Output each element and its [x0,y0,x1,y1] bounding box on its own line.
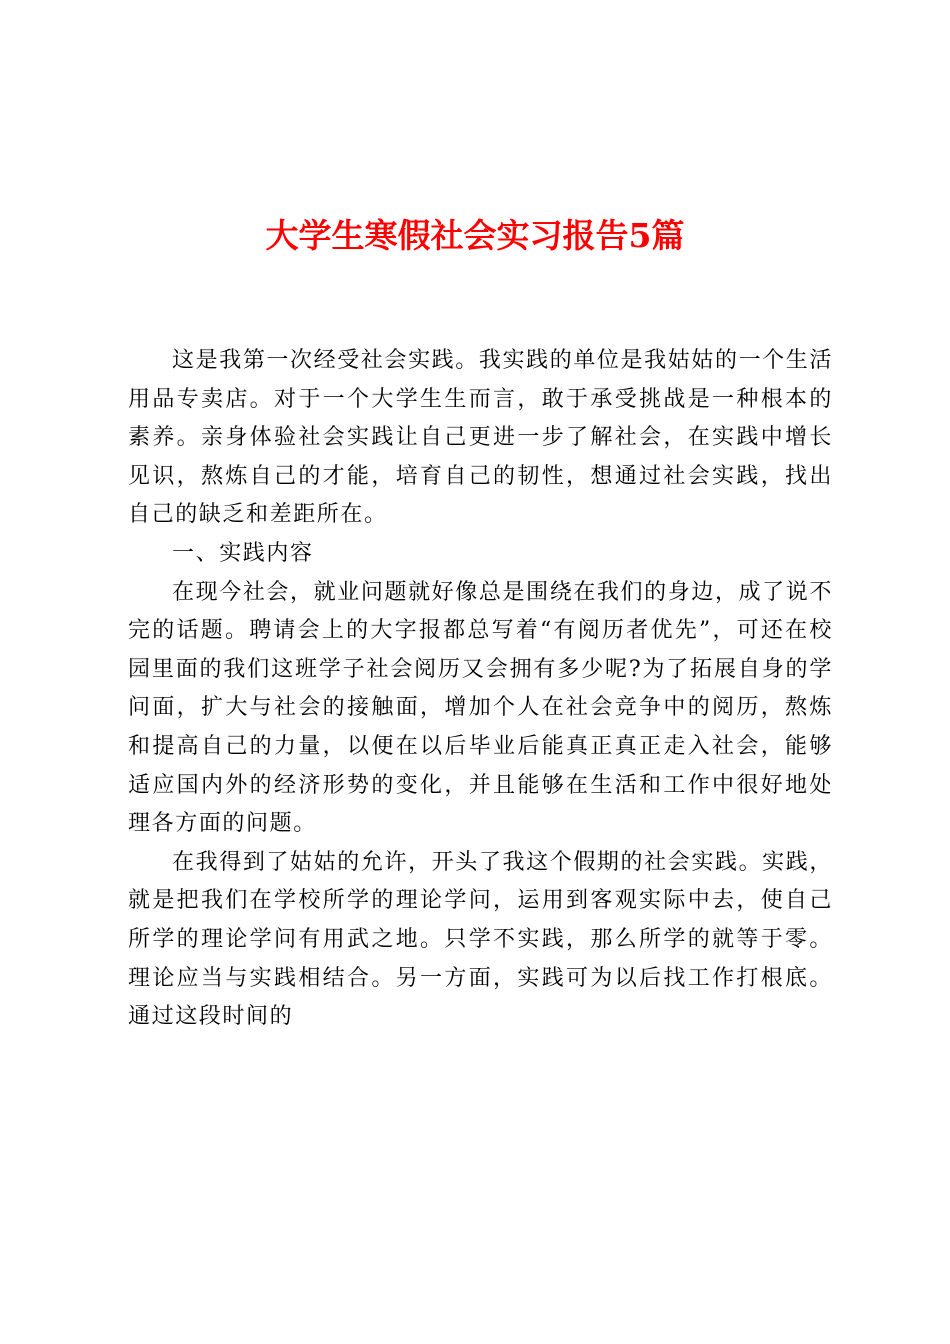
paragraph-employment: 在现今社会，就业问题就好像总是围绕在我们的身边，成了说不完的话题。聘请会上的大字报都总写着“有阅历者优先”，可还在校园里面的我们这班学子社会阅历又会拥有多少呢?为了拓展自身的学问面，扩大与社会的接触面，增加个人在社会竞争中的阅历，熬炼和提高自己的力量，以便在以后毕业后能真正真正走入社会，能够适应国内外的经济形势的变化，并且能够在生活和工作中很好地处理各方面的问题。 [128,579,833,837]
paragraph-intro: 这是我第一次经受社会实践。我实践的单位是我姑姑的一个生活用品专卖店。对于一个大学生生而言，敢于承受挑战是一种根本的素养。亲身体验社会实践让自己更进一步了解社会，在实践中增长见识，熬炼自己的才能，培育自己的韧性，想通过社会实践，找出自己的缺乏和差距所在。 [128,348,833,528]
document-body [128,342,833,1037]
paragraph-practice-start: 在我得到了姑姑的允许，开头了我这个假期的社会实践。实践，就是把我们在学校所学的理论学问，运用到客观实际中去，使自己所学的理论学问有用武之地。只学不实践，那么所学的就等于零。理论应当与实践相结合。另一方面，实践可为以后找工作打根底。通过这段时间的 [128,849,833,1030]
document-title: 大学生寒假社会实习报告5篇 [265,216,685,255]
section-heading-practice-content: 一、实践内容 [172,540,314,566]
